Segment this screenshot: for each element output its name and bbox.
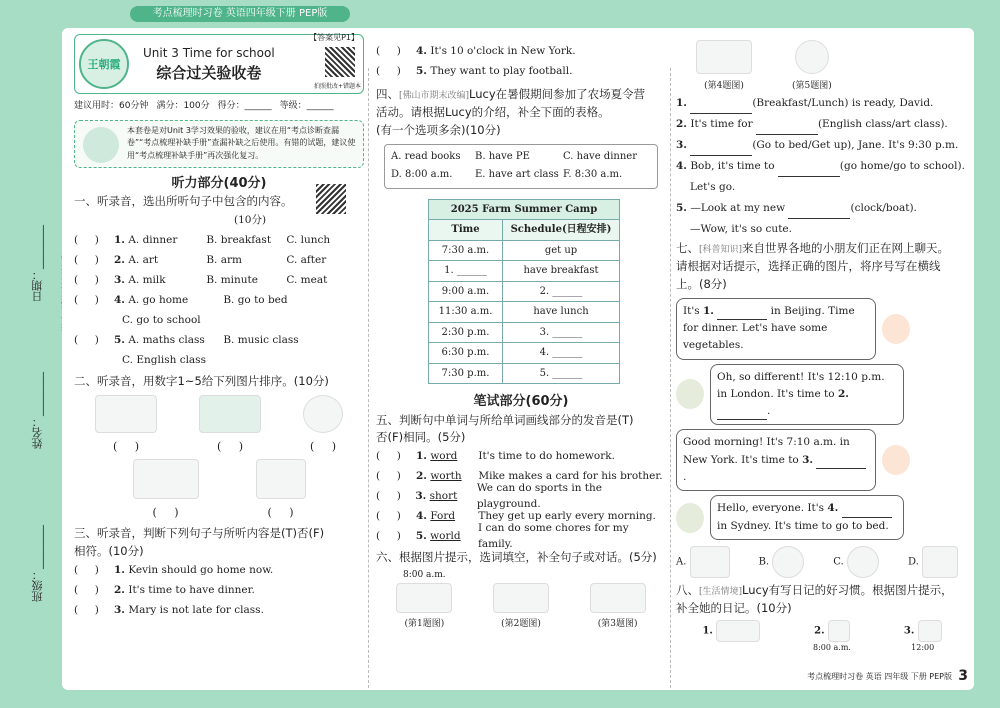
q7-heading-note: 上。(8分) xyxy=(676,276,727,291)
class-label: 班级：________ xyxy=(31,525,44,602)
q6-heading: 六、根据图片提示，选词填空，补全句子或对话。(5分) xyxy=(376,550,657,565)
writing-section-title: 笔试部分(60分) xyxy=(473,394,569,410)
test-meta xyxy=(74,100,364,114)
clock-boat-picture xyxy=(795,40,829,74)
q3-heading: 三、听录音，判断下列句子与所听内容是(T)否(F) xyxy=(74,526,325,541)
q6-sentences: 1. (Breakfast/Lunch) is ready, David. 2. It's time for (English class/art class). 3. (Go to bed/Get up), Jane. It's 9:30 p.m. 4. Bob, it's time to (go home/go to school). Let's go. 5. —Look at my new (clock/boat). —Wow, it's so cute. xyxy=(676,97,965,235)
footer-text: 考点梳理时习卷 英语 四年级 下册 PEP版 xyxy=(807,672,952,681)
q7-heading: 七、[科普知识]来自世界各地的小朋友们正在网上聊天。 xyxy=(676,241,950,255)
q7-choices: A. B. C. D. xyxy=(676,546,968,578)
unit-title: Unit 3 Time for school xyxy=(143,45,275,60)
girl-eating-picture xyxy=(256,459,306,499)
girl-avatar-icon xyxy=(882,314,910,344)
boy-avatar-icon-2 xyxy=(676,503,704,533)
page-number: 3 xyxy=(958,668,968,684)
worksheet-paper xyxy=(62,28,974,690)
boy-homework-picture xyxy=(133,459,199,499)
q3-heading-cont: 相符。(10分) xyxy=(74,543,144,558)
q2-pictures-row2: ( ) ( ) xyxy=(74,459,364,521)
intro-note-text: 本套卷是对Unit 3学习效果的验收，建议在用“考点诊断查漏卷”“考点梳理补缺手册”查漏补缺之后使用。有错的试题，建议使用“考点梳理补缺手册”再次强化复习。 xyxy=(127,125,356,161)
q1-heading: 一、听录音，选出所听句子中包含的内容。 xyxy=(74,194,293,209)
chat-1: It's 1. in Beijing. Time for dinner. Let's have some vegetables. xyxy=(676,298,968,360)
q1-score: (10分) xyxy=(234,214,267,227)
choice-a-picture xyxy=(690,546,730,578)
q8-heading-cont: 补全她的日记。(10分) xyxy=(676,600,792,615)
door-picture xyxy=(828,620,850,642)
clock-icon xyxy=(772,546,804,578)
name-label: 姓名：________ xyxy=(31,372,44,449)
boy-avatar-icon xyxy=(676,379,704,409)
q6-pictures: 8:00 a.m. (第1题图) (第2题图) (第3题图) xyxy=(376,569,666,632)
brand-logo: 王朝霞 xyxy=(79,39,129,89)
column-right xyxy=(676,40,968,654)
q5-heading-cont: 否(F)相同。(5分) xyxy=(376,430,466,445)
score-field[interactable]: 得分：______ xyxy=(217,101,272,111)
breakfast-picture xyxy=(396,583,452,613)
grade-field[interactable]: 等级：______ xyxy=(279,101,334,111)
go-home-picture xyxy=(696,40,752,74)
table-title: 2025 Farm Summer Camp xyxy=(429,199,620,220)
q2-heading: 二、听录音，用数字1~5给下列图片排序。(10分) xyxy=(74,374,329,389)
q4-heading-note: (有一个选项多余)(10分) xyxy=(376,122,501,137)
lunch-picture xyxy=(918,620,942,642)
choice-d-picture xyxy=(922,546,958,578)
q4-heading-cont: 活动。请根据Lucy的介绍，补全下面的表格。 xyxy=(376,104,610,119)
column-middle: ( ) 4. It's 10 o'clock in New York. ( ) 5. They want to play football. 四、[佛山市期末改编]Lucy在暑假期间参加了农场夏令营 活动。请根据Lucy的介绍，补全下面的表格。 (有一个选项多余)(10分) A. read books B. have PE C. have dinner D. 8:00 a.m. E. have art class F. 8:30 a.m. 2025 Farm Summer Camp Time Schedule(日程安排) 7:30 a.m. get up 1. ______ have breakfast 9:00 a.m. 2. ______ 11:30 a.m. have lunch 2:30 p.m. 3. ______ 6:30 p.m. 4. ______ 7:30 p.m. 5. ______ 笔试部分(60分) 五、判断句中单词与所给单词画线部分的发音是(T) 否(F)相同。(5分) ( ) 1. word It's time to do homework. ( ) 2. worth Mike makes a card for his brother. ( ) 3. short We can do sports in the playground. ( ) 4. Ford They get up early every morning. ( ) 5. world I can do some chores for my family. 六、根据图片提示，选词填空，补全句子或对话。(5分) 8:00 a.m. (第1题图) (第2题图) (第3题图) xyxy=(376,42,666,632)
test-title: 综合过关验收卷 xyxy=(156,63,262,82)
unit-title-card xyxy=(74,34,364,94)
q3-item-1: Kevin should go home now. xyxy=(128,563,274,576)
q8-pictures: 1. 2. 8:00 a.m. 3. 12:00 xyxy=(676,620,968,654)
q3-item-2: It's time to have dinner. xyxy=(128,583,255,596)
date-label: 日期：________ xyxy=(31,225,44,302)
clock-icon-2 xyxy=(847,546,879,578)
q6-pictures-2: (第4题图) (第5题图) xyxy=(676,40,968,93)
q3-item-4: It's 10 o'clock in New York. xyxy=(430,45,576,58)
q2-pictures-row1: ( ) ( ) ( ) xyxy=(74,395,364,455)
q4-heading: 四、[佛山市期末改编]Lucy在暑假期间参加了农场夏令营 xyxy=(376,87,646,101)
column-divider-1 xyxy=(368,68,369,688)
teacher-avatar-icon xyxy=(83,127,119,163)
go-to-bed-picture xyxy=(590,583,646,613)
chat-3: Good morning! It's 7:10 a.m. in New York. It's time to 3. . xyxy=(676,429,968,491)
q8-heading: 八、[生活情境]Lucy有写日记的好习惯。根据图片提示， xyxy=(676,583,953,597)
full-score: 满分：100分 xyxy=(156,101,210,111)
camp-schedule-table: 2025 Farm Summer Camp Time Schedule(日程安排) 7:30 a.m. get up 1. ______ have breakfast 9:00 a.m. 2. ______ 11:30 a.m. have lunch 2:30 p.m. 3. ______ 6:30 p.m. 4. ______ 7:30 p.m. 5. ______ xyxy=(428,199,620,385)
qr-code-icon xyxy=(325,47,355,77)
answer-ref: 【答案见P1】 xyxy=(309,33,359,42)
column-divider-2 xyxy=(670,68,671,688)
time-limit: 建议用时：60分钟 xyxy=(74,101,149,111)
girl-avatar-icon-2 xyxy=(882,445,910,475)
chat-4: Hello, everyone. It's 4. in Sydney. It's time to go to bed. xyxy=(676,495,968,540)
boy-in-bed-picture xyxy=(95,395,157,433)
column-left: 王朝霞 Unit 3 Time for school 综合过关验收卷 【答案见P1】 拍照批改+错题本 建议用时：60分钟 满分：100分 得分：______ 等级：______ 本套卷是对Unit 3学习效果的验收，建议在用“考点诊断查漏卷”“考点梳理补缺手册”查漏补缺之后使用。有错的试题，建议使用“考点梳理补缺手册”再次强化复习。 听力部分(40分) 一、听录音，选出所听句子中包含的内容。 (10分) ( ) 1. A. dinner B. breakfast C. lunch ( ) 2. A. art B. arm C. after ( ) 3. A. milk B. minute C. meat ( ) 4. A. go home B. go to bed C. go to school ( ) 5. A. maths class B. music class C. English class 二、听录音，用数字1~5给下列图片排序。(10分) ( ) ( ) ( ) ( ) ( ) 三、听录音，判断下列句子与所听内容是(T)否(F) 相符。(10分) ( ) 1. Kevin should go home now. ( ) 2. It's time to have dinner. ( ) 3. Mary is not late for class. xyxy=(74,34,364,621)
q3-item-5: They want to play football. xyxy=(430,65,573,78)
intro-note xyxy=(74,120,364,168)
q7-heading-cont: 请根据对话提示，选择正确的图片，将序号写在横线 xyxy=(676,258,941,273)
header-banner: 考点梳理时习卷 英语四年级下册 PEP版 xyxy=(130,6,350,22)
clock-picture xyxy=(303,395,343,433)
q4-option-box: A. read books B. have PE C. have dinner D. 8:00 a.m. E. have art class F. 8:30 a.m. xyxy=(384,144,658,189)
qr-caption: 拍照批改+错题本 xyxy=(313,83,361,90)
alarm-clock-picture xyxy=(716,620,760,642)
audio-qr-icon xyxy=(316,184,346,214)
q5-list: ( ) 1. word It's time to do homework. ( ) 2. worth Mike makes a card for his brother. ( ) 3. short We can do sports in the playground. ( ) 4. Ford They get up early every morning. ( ) 5. world I can do some chores for my family. xyxy=(376,450,663,551)
english-class-picture xyxy=(493,583,549,613)
classroom-picture xyxy=(199,395,261,433)
chat-2: Oh, so different! It's 12:10 p.m. in London. It's time to 2. . xyxy=(676,364,968,426)
q3-item-3: Mary is not late for class. xyxy=(128,603,264,616)
q5-heading: 五、判断句中单词与所给单词画线部分的发音是(T) xyxy=(376,412,634,427)
q1-list: ( ) 1. A. dinner B. breakfast C. lunch ( ) 2. A. art B. arm C. after ( ) 3. A. milk B. minute C. meat ( ) 4. A. go home B. go to bed C. go to school ( ) 5. A. maths class B. music class C. English class xyxy=(74,234,331,367)
listening-section-title: 听力部分(40分) xyxy=(171,175,267,191)
